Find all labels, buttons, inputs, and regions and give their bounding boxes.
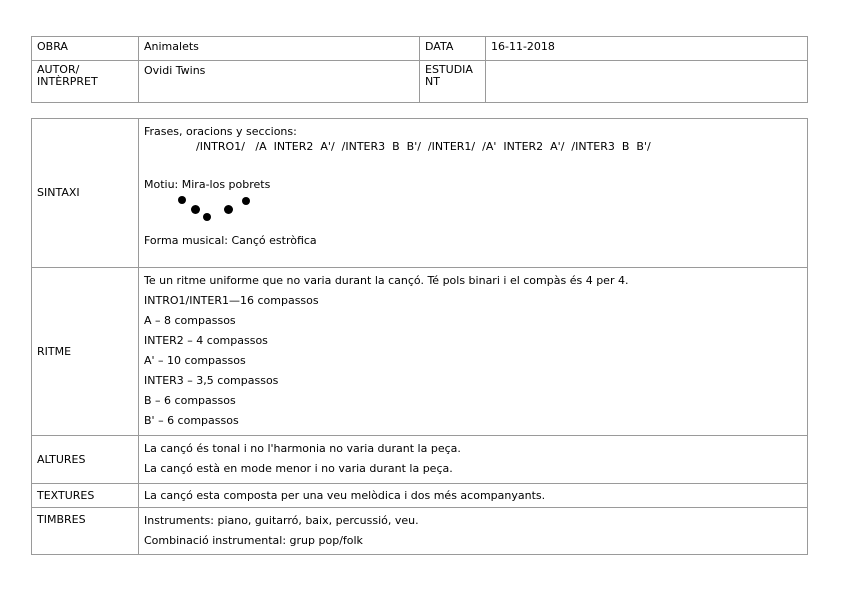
sintaxi-content [139,119,808,268]
data-value: 16-11-2018 [486,37,808,61]
ritme-line: INTER2 – 4 compassos [144,334,268,347]
timbres-label: TIMBRES [32,508,139,555]
motiu-text: Motiu: Mira-los pobrets [144,178,271,191]
data-label: DATA [420,37,486,61]
textures-content: La cançó esta composta per una veu melòdica i dos més acompanyants. [139,484,808,508]
ritme-line: B – 6 compassos [144,394,236,407]
timbres-line: Combinació instrumental: grup pop/folk [144,534,363,547]
obra-label: OBRA [32,37,139,61]
note-dot [224,205,233,214]
autor-label: AUTOR/ INTÈRPRET [32,61,139,103]
motif-notes [144,193,264,227]
estudiant-value [486,61,808,103]
note-dot [242,197,250,205]
analysis-table [31,118,808,555]
note-dot [203,213,211,221]
ritme-content [139,268,808,436]
textures-label: TEXTURES [32,484,139,508]
ritme-line: B' – 6 compassos [144,414,239,427]
forma-musical: Forma musical: Cançó estròfica [144,234,317,247]
sintaxi-label: SINTAXI [32,119,139,268]
altures-label: ALTURES [32,436,139,484]
ritme-line: A' – 10 compassos [144,354,246,367]
ritme-line: INTER3 – 3,5 compassos [144,374,279,387]
altures-content [139,436,808,484]
ritme-label: RITME [32,268,139,436]
note-dot [191,205,200,214]
timbres-content [139,508,808,555]
ritme-line: INTRO1/INTER1—16 compassos [144,294,319,307]
obra-value: Animalets [139,37,420,61]
timbres-line: Instruments: piano, guitarró, baix, percussió, veu. [144,514,419,527]
note-dot [178,196,186,204]
altures-line: La cançó és tonal i no l'harmonia no varia durant la peça. [144,442,461,455]
ritme-line: Te un ritme uniforme que no varia durant la cançó. Té pols binari i el compàs és 4 per 4. [144,274,629,287]
ritme-line: A – 8 compassos [144,314,236,327]
frases-title: Frases, oracions y seccions: [144,125,297,138]
frases-sequence: /INTRO1/ /A INTER2 A'/ /INTER3 B B'/ /INTER1/ /A' INTER2 A'/ /INTER3 B B'/ [196,140,651,153]
estudiant-label: ESTUDIA NT [420,61,486,103]
autor-value: Ovidi Twins [139,61,420,103]
header-table [31,36,808,103]
altures-line: La cançó està en mode menor i no varia durant la peça. [144,462,453,475]
